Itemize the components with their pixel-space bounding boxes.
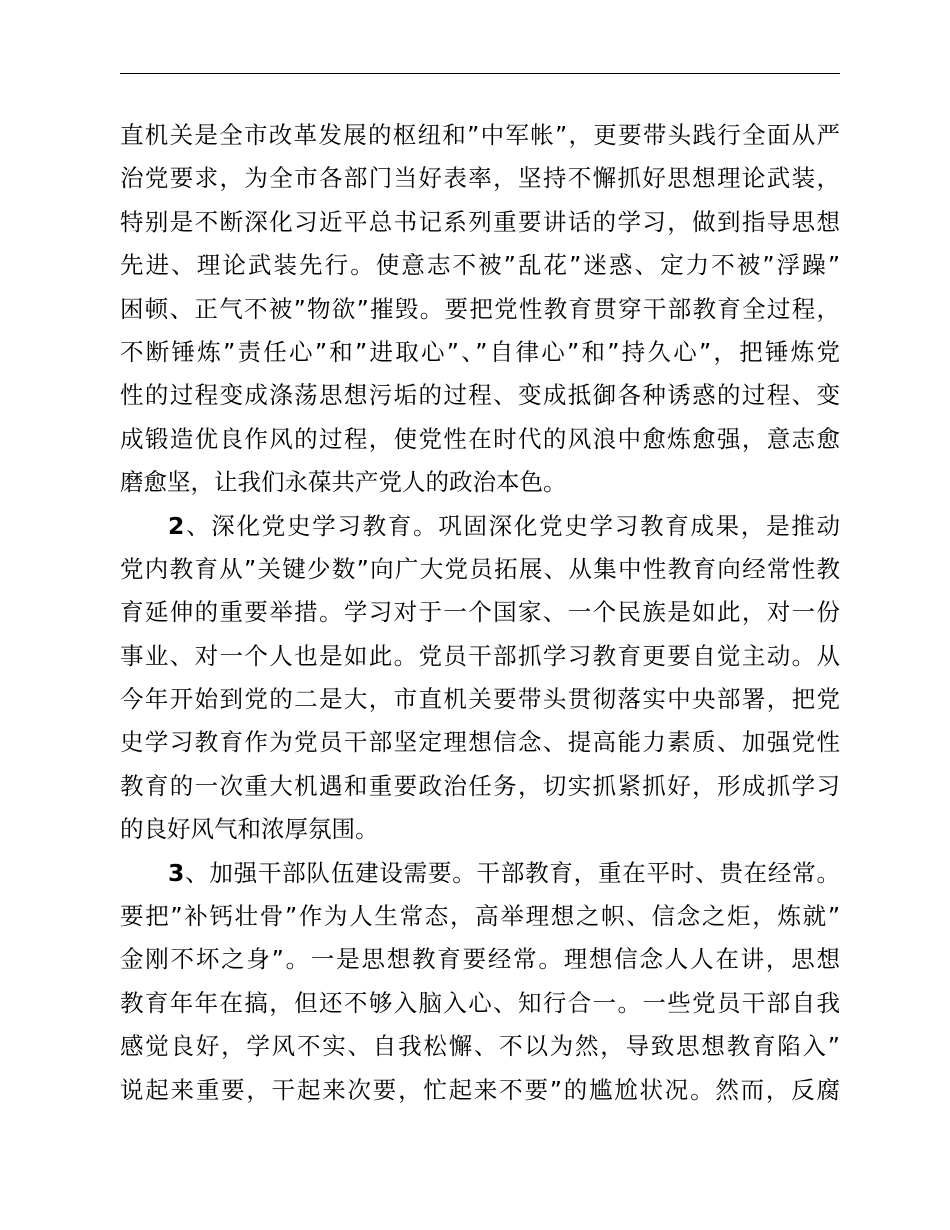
text-line: 的良好风气和浓厚氛围。 [120,815,379,844]
text-line: 教育的一次重大机遇和重要政治任务，切实抓紧抓好，形成抓学习 [120,771,840,800]
text-line: 困顿、正气不被”物欲”摧毁。要把党性教育贯穿干部教育全过程， [120,294,840,323]
text-line: 特别是不断深化习近平总书记系列重要讲话的学习，做到指导思想 [120,207,840,236]
text-line: 性的过程变成涤荡思想污垢的过程、变成抵御各种诱惑的过程、变 [120,381,840,410]
text-line: 治党要求，为全市各部门当好表率，坚持不懈抓好思想理论武装， [120,164,840,193]
text-line: 成锻造优良作风的过程，使党性在时代的风浪中愈炼愈强，意志愈 [120,424,840,453]
text-line: 教育年年在搞，但还不够入脑入心、知行合一。一些党员干部自我 [120,988,840,1017]
paragraph-heading-text: 、深化党史学习教育。巩固深化党史学习教育成果，是推动 [184,511,840,540]
text-line: 党内教育从”关键少数”向广大党员拓展、从集中性教育向经常性教 [120,554,840,583]
text-line: 今年开始到党的二是大，市直机关要带头贯彻落实中央部署，把党 [120,685,840,714]
paragraph-number: 3 [168,858,185,887]
header-rule [120,73,840,74]
text-line: 磨愈坚，让我们永葆共产党人的政治本色。 [120,468,567,497]
text-line: 先进、理论武装先行。使意志不被”乱花”迷惑、定力不被”浮躁” [120,251,840,280]
text-line: 史学习教育作为党员干部坚定理想信念、提高能力素质、加强党性 [120,728,840,757]
text-line: 事业、对一个人也是如此。党员干部抓学习教育更要自觉主动。从 [120,641,840,670]
text-line: 要把”补钙壮骨”作为人生常态，高举理想之帜、信念之炬，炼就” [120,902,840,931]
text-line: 金刚不坏之身”。一是思想教育要经常。理想信念人人在讲，思想 [120,945,840,974]
paragraph-heading-text: 、加强干部队伍建设需要。干部教育，重在平时、贵在经常。 [184,858,840,887]
text-line: 育延伸的重要举措。学习对于一个国家、一个民族是如此，对一份 [120,598,840,627]
paragraph-2-first-line [120,505,840,548]
paragraph-number: 2 [168,511,185,540]
text-line: 感觉良好，学风不实、自我松懈、不以为然，导致思想教育陷入” [120,1032,840,1061]
text-line: 直机关是全市改革发展的枢纽和”中军帐”，更要带头践行全面从严 [120,121,840,149]
text-line: 不断锤炼”责任心”和”进取心”、”自律心”和”持久心”，把锤炼党 [120,337,840,366]
text-line: 说起来重要，干起来次要，忙起来不要”的尴尬状况。然而，反腐 [120,1075,840,1104]
document-body [120,114,840,1112]
paragraph-3-first-line [120,852,840,895]
